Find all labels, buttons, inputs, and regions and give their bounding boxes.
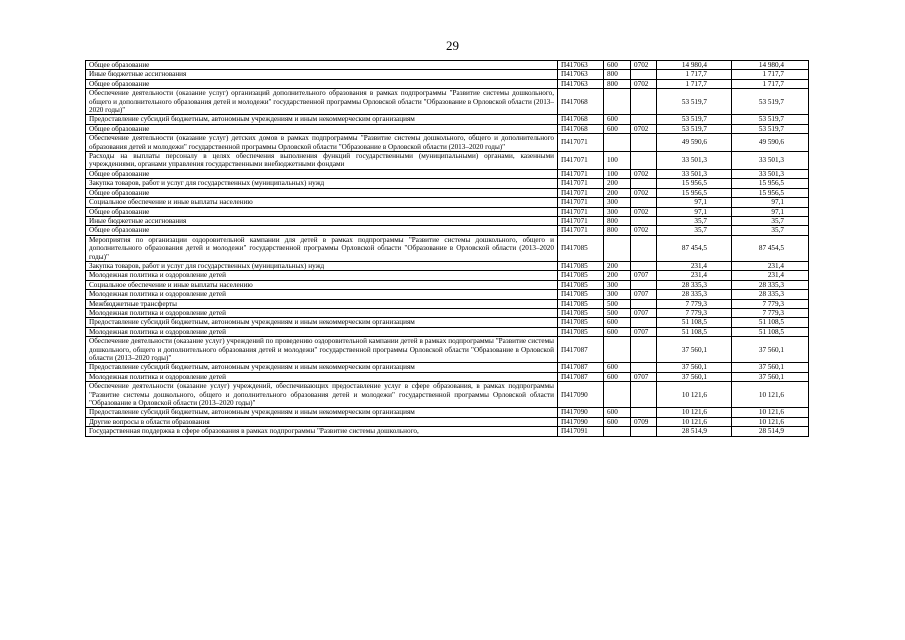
table-row [86, 372, 809, 381]
row-name-cell: Обеспечение деятельности (оказание услуг) детских домов в рамках подпрограммы "Развитие системы дошкольного, общего и дополнительного образования детей и молодежи" государственной программы Орловской области "Образование в Орловской области (2013–2020 годы)" [86, 134, 558, 152]
expense-type-cell: 500 [604, 308, 631, 317]
expense-type-cell: 800 [604, 79, 631, 88]
amount-cell: 49 590,6 [657, 134, 732, 152]
target-article-cell: П417087 [558, 337, 604, 363]
table-row [86, 382, 809, 408]
section-cell [631, 216, 657, 225]
amount-cell: 87 454,5 [657, 235, 732, 261]
section-cell [631, 337, 657, 363]
expense-type-cell [604, 337, 631, 363]
table-row [86, 152, 809, 170]
table-row [86, 261, 809, 270]
row-name-cell: Мероприятия по организации оздоровительной кампании для детей в рамках подпрограммы "Развитие системы дошкольного, общего и дополнительного образования детей и молодежи" государственной программы Орловской области "Образование в Орловской области (2013–2020 годы)" [86, 235, 558, 261]
section-cell [631, 427, 657, 436]
target-article-cell: П417085 [558, 327, 604, 336]
section-cell [631, 179, 657, 188]
target-article-cell: П417068 [558, 115, 604, 124]
target-article-cell: П417071 [558, 188, 604, 197]
amount-cell: 28 514,9 [657, 427, 732, 436]
section-cell: 0702 [631, 61, 657, 70]
row-name-cell: Общее образование [86, 226, 558, 235]
amount-cell: 7 779,3 [657, 308, 732, 317]
target-article-cell: П417085 [558, 290, 604, 299]
table-row [86, 115, 809, 124]
target-article-cell: П417085 [558, 235, 604, 261]
amount-cell: 1 717,7 [657, 70, 732, 79]
row-name-cell: Обеспечение деятельности (оказание услуг) учреждений по проведению оздоровительной кампании детей в рамках подпрограммы "Развитие системы дошкольного, общего и дополнительного образования детей и молодежи" государственной программы Орловской области "Образование в Орловской области (2013–2020 годы)" [86, 337, 558, 363]
amount-cell: 37 560,1 [657, 372, 732, 381]
table-row [86, 79, 809, 88]
expense-type-cell: 200 [604, 261, 631, 270]
amount-cell: 51 108,5 [657, 318, 732, 327]
amount-2-cell: 15 956,5 [732, 179, 809, 188]
expense-type-cell: 300 [604, 290, 631, 299]
table-row [86, 363, 809, 372]
target-article-cell: П417085 [558, 261, 604, 270]
table-row [86, 134, 809, 152]
row-name-cell: Закупка товаров, работ и услуг для государственных (муниципальных) нужд [86, 261, 558, 270]
row-name-cell: Общее образование [86, 79, 558, 88]
amount-cell: 1 717,7 [657, 79, 732, 88]
section-cell [631, 280, 657, 289]
row-name-cell: Общее образование [86, 61, 558, 70]
amount-cell: 35,7 [657, 226, 732, 235]
amount-2-cell: 37 560,1 [732, 363, 809, 372]
row-name-cell: Расходы на выплаты персоналу в целях обеспечения выполнения функций государственными (муниципальными) органами, казенными учреждениями, органами управления государственными внебюджетными фондами [86, 152, 558, 170]
table-body [86, 61, 809, 437]
amount-2-cell: 35,7 [732, 216, 809, 225]
expense-type-cell [604, 235, 631, 261]
table-row [86, 280, 809, 289]
amount-2-cell: 7 779,3 [732, 308, 809, 317]
row-name-cell: Предоставление субсидий бюджетным, автономным учреждениям и иным некоммерческим организациям [86, 318, 558, 327]
page-number: 29 [446, 38, 459, 53]
amount-cell: 15 956,5 [657, 179, 732, 188]
amount-2-cell: 14 980,4 [732, 61, 809, 70]
table-row [86, 427, 809, 436]
amount-cell: 10 121,6 [657, 382, 732, 408]
target-article-cell: П417071 [558, 169, 604, 178]
section-cell [631, 235, 657, 261]
section-cell [631, 89, 657, 115]
row-name-cell: Молодежная политика и оздоровление детей [86, 290, 558, 299]
target-article-cell: П417063 [558, 70, 604, 79]
row-name-cell: Закупка товаров, работ и услуг для государственных (муниципальных) нужд [86, 179, 558, 188]
amount-cell: 51 108,5 [657, 327, 732, 336]
row-name-cell: Социальное обеспечение и иные выплаты населению [86, 280, 558, 289]
amount-2-cell: 53 519,7 [732, 115, 809, 124]
amount-cell: 33 501,3 [657, 169, 732, 178]
table-row [86, 89, 809, 115]
table-row [86, 207, 809, 216]
section-cell: 0702 [631, 188, 657, 197]
amount-cell: 7 779,3 [657, 299, 732, 308]
row-name-cell: Общее образование [86, 169, 558, 178]
row-name-cell: Молодежная политика и оздоровление детей [86, 372, 558, 381]
table-row [86, 337, 809, 363]
row-name-cell: Молодежная политика и оздоровление детей [86, 271, 558, 280]
expense-type-cell: 500 [604, 299, 631, 308]
amount-2-cell: 10 121,6 [732, 417, 809, 426]
amount-2-cell: 97,1 [732, 198, 809, 207]
expense-type-cell: 200 [604, 188, 631, 197]
amount-cell: 53 519,7 [657, 115, 732, 124]
target-article-cell: П417087 [558, 363, 604, 372]
section-cell: 0702 [631, 226, 657, 235]
target-article-cell: П417085 [558, 308, 604, 317]
table-row [86, 70, 809, 79]
section-cell: 0709 [631, 417, 657, 426]
section-cell: 0707 [631, 271, 657, 280]
row-name-cell: Обеспечение деятельности (оказание услуг) учреждений, обеспечивающих предоставление услуг в сфере образования, в рамках подпрограммы "Развитие системы дошкольного, общего и дополнительного образования детей и молодежи" государственной программы Орловской области "Образование в Орловской области (2013–2020 годы)" [86, 382, 558, 408]
amount-2-cell: 53 519,7 [732, 124, 809, 133]
target-article-cell: П417090 [558, 382, 604, 408]
table-row [86, 169, 809, 178]
amount-cell: 28 335,3 [657, 290, 732, 299]
expense-type-cell [604, 134, 631, 152]
amount-cell: 97,1 [657, 198, 732, 207]
expense-type-cell: 300 [604, 207, 631, 216]
target-article-cell: П417085 [558, 299, 604, 308]
row-name-cell: Общее образование [86, 188, 558, 197]
amount-2-cell: 51 108,5 [732, 318, 809, 327]
row-name-cell: Предоставление субсидий бюджетным, автономным учреждениям и иным некоммерческим организациям [86, 363, 558, 372]
amount-cell: 231,4 [657, 271, 732, 280]
target-article-cell: П417085 [558, 280, 604, 289]
expense-type-cell: 800 [604, 70, 631, 79]
amount-2-cell: 231,4 [732, 271, 809, 280]
row-name-cell: Предоставление субсидий бюджетным, автономным учреждениям и иным некоммерческим организациям [86, 115, 558, 124]
table-row [86, 179, 809, 188]
expense-type-cell: 600 [604, 372, 631, 381]
expense-type-cell: 100 [604, 152, 631, 170]
amount-2-cell: 37 560,1 [732, 372, 809, 381]
row-name-cell: Общее образование [86, 124, 558, 133]
amount-cell: 97,1 [657, 207, 732, 216]
amount-2-cell: 1 717,7 [732, 79, 809, 88]
budget-table [85, 60, 809, 437]
amount-2-cell: 28 335,3 [732, 290, 809, 299]
section-cell [631, 198, 657, 207]
row-name-cell: Государственная поддержка в сфере образования в рамках подпрограммы "Развитие системы дошкольного, [86, 427, 558, 436]
amount-cell: 37 560,1 [657, 337, 732, 363]
section-cell [631, 115, 657, 124]
amount-2-cell: 28 335,3 [732, 280, 809, 289]
expense-type-cell: 600 [604, 363, 631, 372]
table-row [86, 417, 809, 426]
amount-2-cell: 231,4 [732, 261, 809, 270]
amount-2-cell: 7 779,3 [732, 299, 809, 308]
amount-cell: 28 335,3 [657, 280, 732, 289]
amount-2-cell: 10 121,6 [732, 408, 809, 417]
amount-2-cell: 10 121,6 [732, 382, 809, 408]
section-cell: 0702 [631, 79, 657, 88]
amount-2-cell: 28 514,9 [732, 427, 809, 436]
expense-type-cell: 600 [604, 417, 631, 426]
amount-cell: 10 121,6 [657, 408, 732, 417]
row-name-cell: Иные бюджетные ассигнования [86, 70, 558, 79]
amount-cell: 15 956,5 [657, 188, 732, 197]
table-row [86, 308, 809, 317]
section-cell [631, 318, 657, 327]
amount-2-cell: 33 501,3 [732, 169, 809, 178]
section-cell: 0707 [631, 372, 657, 381]
target-article-cell: П417090 [558, 408, 604, 417]
target-article-cell: П417071 [558, 134, 604, 152]
row-name-cell: Предоставление субсидий бюджетным, автономным учреждениям и иным некоммерческим организациям [86, 408, 558, 417]
target-article-cell: П417063 [558, 79, 604, 88]
amount-cell: 14 980,4 [657, 61, 732, 70]
section-cell: 0702 [631, 124, 657, 133]
amount-cell: 53 519,7 [657, 124, 732, 133]
section-cell [631, 363, 657, 372]
target-article-cell: П417087 [558, 372, 604, 381]
expense-type-cell: 200 [604, 179, 631, 188]
expense-type-cell: 600 [604, 327, 631, 336]
expense-type-cell: 600 [604, 318, 631, 327]
section-cell [631, 152, 657, 170]
section-cell [631, 299, 657, 308]
table-row [86, 299, 809, 308]
expense-type-cell: 300 [604, 280, 631, 289]
row-name-cell: Социальное обеспечение и иные выплаты населению [86, 198, 558, 207]
target-article-cell: П417071 [558, 216, 604, 225]
expense-type-cell: 600 [604, 115, 631, 124]
table-row [86, 408, 809, 417]
table-row [86, 235, 809, 261]
amount-cell: 35,7 [657, 216, 732, 225]
target-article-cell: П417091 [558, 427, 604, 436]
table-row [86, 318, 809, 327]
target-article-cell: П417085 [558, 318, 604, 327]
section-cell [631, 134, 657, 152]
amount-cell: 37 560,1 [657, 363, 732, 372]
amount-2-cell: 35,7 [732, 226, 809, 235]
row-name-cell: Иные бюджетные ассигнования [86, 216, 558, 225]
target-article-cell: П417085 [558, 271, 604, 280]
section-cell [631, 261, 657, 270]
amount-2-cell: 33 501,3 [732, 152, 809, 170]
expense-type-cell: 100 [604, 169, 631, 178]
target-article-cell: П417071 [558, 152, 604, 170]
amount-2-cell: 51 108,5 [732, 327, 809, 336]
section-cell [631, 70, 657, 79]
target-article-cell: П417071 [558, 207, 604, 216]
amount-2-cell: 37 560,1 [732, 337, 809, 363]
table-row [86, 61, 809, 70]
section-cell [631, 408, 657, 417]
table-row [86, 216, 809, 225]
table-row [86, 124, 809, 133]
section-cell [631, 382, 657, 408]
table-row [86, 327, 809, 336]
row-name-cell: Другие вопросы в области образования [86, 417, 558, 426]
expense-type-cell [604, 382, 631, 408]
section-cell: 0707 [631, 290, 657, 299]
expense-type-cell: 800 [604, 226, 631, 235]
target-article-cell: П417071 [558, 226, 604, 235]
target-article-cell: П417063 [558, 61, 604, 70]
expense-type-cell: 300 [604, 198, 631, 207]
amount-2-cell: 15 956,5 [732, 188, 809, 197]
table-row [86, 271, 809, 280]
table-row [86, 198, 809, 207]
amount-cell: 10 121,6 [657, 417, 732, 426]
expense-type-cell [604, 89, 631, 115]
target-article-cell: П417090 [558, 417, 604, 426]
expense-type-cell: 800 [604, 216, 631, 225]
table-row [86, 290, 809, 299]
expense-type-cell: 600 [604, 408, 631, 417]
section-cell: 0702 [631, 207, 657, 216]
amount-2-cell: 49 590,6 [732, 134, 809, 152]
expense-type-cell [604, 427, 631, 436]
expense-type-cell: 200 [604, 271, 631, 280]
row-name-cell: Межбюджетные трансферты [86, 299, 558, 308]
amount-2-cell: 53 519,7 [732, 89, 809, 115]
amount-cell: 33 501,3 [657, 152, 732, 170]
section-cell: 0702 [631, 169, 657, 178]
row-name-cell: Молодежная политика и оздоровление детей [86, 327, 558, 336]
expense-type-cell: 600 [604, 61, 631, 70]
table-row [86, 226, 809, 235]
amount-2-cell: 97,1 [732, 207, 809, 216]
section-cell: 0707 [631, 308, 657, 317]
row-name-cell: Обеспечение деятельности (оказание услуг) организаций дополнительного образования в рамках подпрограммы "Развитие системы дошкольного, общего и дополнительного образования детей и молодежи" государственной программы Орловской области "Образование в Орловской области (2013–2020 годы)" [86, 89, 558, 115]
amount-2-cell: 1 717,7 [732, 70, 809, 79]
amount-cell: 53 519,7 [657, 89, 732, 115]
expense-type-cell: 600 [604, 124, 631, 133]
row-name-cell: Молодежная политика и оздоровление детей [86, 308, 558, 317]
amount-2-cell: 87 454,5 [732, 235, 809, 261]
amount-cell: 231,4 [657, 261, 732, 270]
table-row [86, 188, 809, 197]
target-article-cell: П417071 [558, 179, 604, 188]
row-name-cell: Общее образование [86, 207, 558, 216]
section-cell: 0707 [631, 327, 657, 336]
target-article-cell: П417068 [558, 89, 604, 115]
target-article-cell: П417071 [558, 198, 604, 207]
target-article-cell: П417068 [558, 124, 604, 133]
